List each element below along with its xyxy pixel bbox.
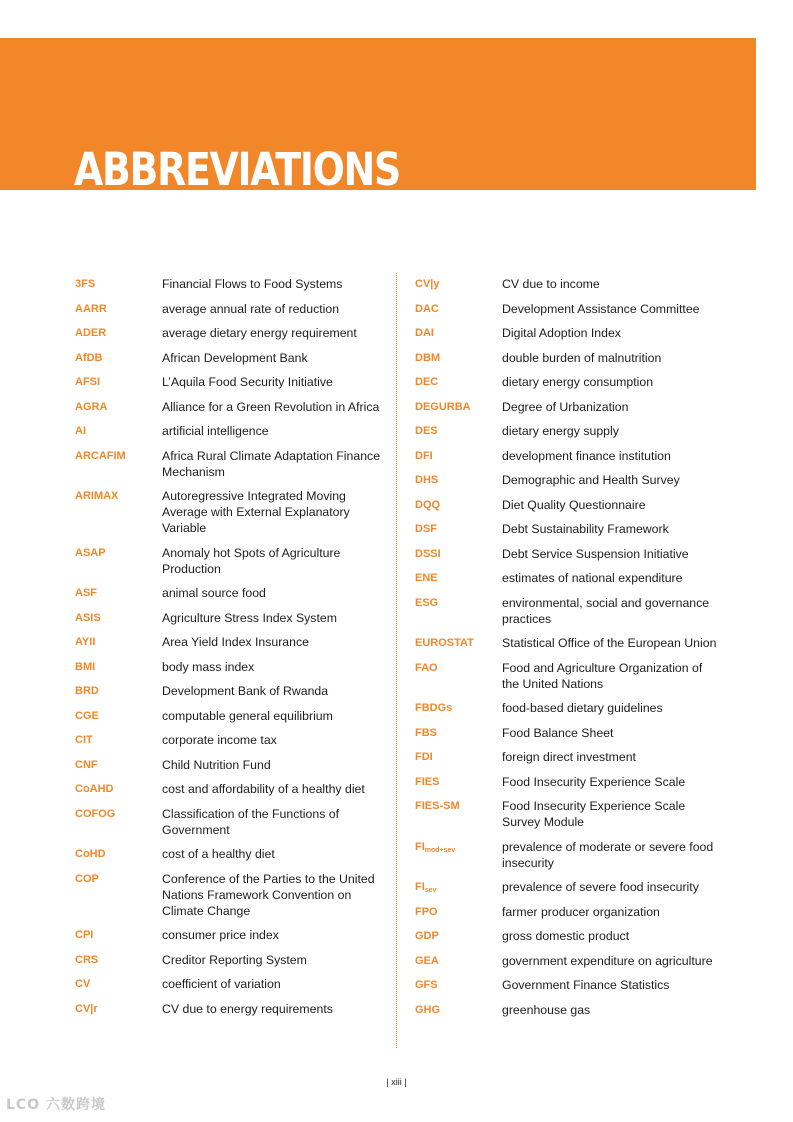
abbreviation-definition: food-based dietary guidelines — [502, 701, 663, 715]
abbreviation-entry — [75, 634, 385, 650]
abbreviation-entry — [75, 757, 385, 773]
abbreviation-definition: estimates of national expenditure — [502, 571, 683, 585]
abbreviation-term — [415, 423, 502, 439]
abbreviation-term — [415, 399, 502, 415]
abbreviation-text: DQQ — [415, 498, 441, 511]
abbreviation-definition: Conference of the Parties to the United Nations Framework Convention on Climate Change — [162, 871, 375, 918]
abbreviation-term — [415, 1002, 502, 1018]
abbreviation-definition: Creditor Reporting System — [162, 952, 307, 967]
abbreviation-definition: Debt Service Suspension Initiative — [502, 546, 689, 561]
abbreviation-entry — [75, 488, 385, 536]
abbreviation-subscript: mod+sev — [424, 846, 456, 854]
abbreviation-text: EUROSTAT — [415, 637, 474, 649]
abbreviation-entry — [415, 374, 720, 390]
abbreviation-term — [75, 545, 162, 577]
abbreviation-entry — [75, 927, 385, 943]
abbreviation-entry — [415, 928, 720, 944]
abbreviations-right-column — [415, 276, 720, 1026]
abbreviation-definition: gross domestic product — [502, 929, 630, 943]
abbreviation-entry — [75, 708, 385, 724]
abbreviation-text: CoHD — [75, 848, 106, 860]
abbreviation-term — [75, 659, 162, 675]
abbreviation-definition: Financial Flows to Food Systems — [162, 277, 343, 291]
abbreviation-term — [415, 977, 502, 993]
abbreviation-definition: Africa Rural Climate Adaptation Finance Mechanism — [162, 448, 381, 479]
abbreviation-text: CNF — [75, 758, 98, 771]
abbreviation-entry — [75, 448, 385, 480]
abbreviation-definition: Debt Sustainability Framework — [502, 522, 669, 536]
abbreviation-definition: corporate income tax — [162, 733, 277, 747]
abbreviation-text: DFI — [415, 449, 433, 462]
abbreviation-entry — [75, 976, 385, 992]
abbreviation-entry — [415, 725, 720, 741]
abbreviation-entry — [415, 798, 720, 830]
abbreviation-entry — [75, 952, 385, 968]
abbreviation-text: CV|y — [415, 278, 440, 290]
abbreviation-definition: cost of a healthy diet — [162, 847, 275, 861]
abbreviation-entry — [415, 595, 720, 627]
abbreviation-term — [415, 953, 502, 969]
abbreviation-entry — [75, 781, 385, 797]
abbreviation-text: CV — [75, 978, 91, 990]
abbreviation-entry — [415, 774, 720, 790]
abbreviation-entry — [75, 276, 385, 292]
abbreviation-text: ARIMAX — [75, 490, 119, 502]
abbreviation-definition: foreign direct investment — [502, 750, 636, 764]
abbreviation-text: FBDGs — [415, 702, 453, 714]
abbreviation-term — [75, 871, 162, 919]
abbreviation-entry — [75, 871, 385, 919]
abbreviation-definition: Food Insecurity Experience Scale Survey Module — [502, 799, 686, 829]
abbreviation-definition: Anomaly hot Spots of Agriculture Production — [162, 545, 341, 576]
abbreviation-term — [415, 904, 502, 920]
abbreviation-text: FI — [415, 840, 425, 853]
abbreviation-text: AfDB — [75, 351, 103, 364]
abbreviation-text: FDI — [415, 751, 433, 763]
abbreviation-subscript: sev — [424, 887, 437, 894]
abbreviation-definition: environmental, social and governance practices — [502, 595, 710, 626]
abbreviation-definition: Development Bank of Rwanda — [162, 684, 329, 698]
abbreviation-definition: average annual rate of reduction — [162, 301, 340, 316]
abbreviation-text: CV|r — [75, 1002, 98, 1015]
abbreviation-term — [75, 781, 162, 797]
abbreviation-term — [75, 610, 162, 626]
abbreviation-term — [415, 635, 502, 651]
abbreviation-entry — [75, 374, 385, 390]
watermark-logo-text: LCO — [6, 1097, 41, 1113]
abbreviation-definition: development finance institution — [502, 448, 671, 463]
abbreviation-definition: Food Insecurity Experience Scale — [502, 774, 686, 789]
abbreviation-entry — [415, 904, 720, 920]
abbreviation-text: DES — [415, 425, 438, 437]
abbreviation-term — [75, 448, 162, 480]
abbreviation-text: FIES — [415, 775, 440, 788]
abbreviation-entry — [415, 497, 720, 513]
abbreviation-definition: Government Finance Statistics — [502, 978, 670, 992]
abbreviation-text: GHG — [415, 1003, 441, 1016]
abbreviation-text: AGRA — [75, 400, 108, 413]
abbreviation-text: 3FS — [75, 278, 96, 290]
abbreviation-text: ARCAFIM — [75, 449, 126, 462]
abbreviation-text: COP — [75, 872, 99, 885]
abbreviation-definition: Statistical Office of the European Union — [502, 636, 717, 650]
watermark — [6, 1094, 106, 1114]
abbreviation-text: DEC — [415, 376, 439, 388]
abbreviation-term — [415, 521, 502, 537]
abbreviation-term — [415, 546, 502, 562]
abbreviation-entry — [75, 732, 385, 748]
abbreviation-term — [415, 928, 502, 944]
abbreviation-definition: dietary energy consumption — [502, 375, 654, 389]
abbreviation-text: DBM — [415, 351, 441, 364]
abbreviation-definition: double burden of malnutrition — [502, 350, 662, 365]
abbreviation-definition: government expenditure on agriculture — [502, 953, 713, 968]
abbreviation-definition: animal source food — [162, 586, 266, 600]
abbreviation-entry — [75, 846, 385, 862]
abbreviation-definition: CV due to energy requirements — [162, 1001, 333, 1016]
column-divider — [396, 273, 397, 1048]
abbreviation-text: FIES-SM — [415, 800, 460, 812]
abbreviation-term — [75, 976, 162, 992]
abbreviation-entry — [415, 879, 720, 895]
abbreviation-text: AFSI — [75, 376, 101, 388]
abbreviation-definition: Classification of the Functions of Government — [162, 806, 340, 837]
abbreviation-term — [415, 700, 502, 716]
abbreviation-definition: average dietary energy requirement — [162, 326, 357, 340]
abbreviation-text: AYII — [75, 636, 96, 648]
abbreviation-text: BRD — [75, 685, 99, 697]
abbreviation-definition: Development Assistance Committee — [502, 301, 700, 316]
abbreviation-term — [415, 325, 502, 341]
abbreviation-term — [415, 472, 502, 488]
watermark-text: 六数跨境 — [45, 1097, 106, 1113]
abbreviation-definition: Autoregressive Integrated Moving Average with External Explanatory Variable — [162, 489, 350, 535]
abbreviation-term — [415, 798, 502, 830]
abbreviation-text: DSSI — [415, 547, 441, 560]
abbreviation-entry — [415, 276, 720, 292]
abbreviation-definition: consumer price index — [162, 928, 279, 942]
abbreviation-text: CPI — [75, 929, 94, 941]
abbreviation-text: GFS — [415, 979, 438, 991]
abbreviation-entry — [415, 423, 720, 439]
abbreviation-text: FAO — [415, 661, 438, 674]
abbreviation-term — [415, 276, 502, 292]
abbreviation-text: FPO — [415, 905, 438, 918]
abbreviation-text: DEGURBA — [415, 400, 471, 413]
abbreviation-text: AI — [75, 425, 86, 437]
abbreviation-text: CGE — [75, 709, 99, 722]
abbreviation-entry — [75, 399, 385, 415]
abbreviation-entry — [75, 545, 385, 577]
abbreviation-entry — [415, 546, 720, 562]
abbreviation-definition: Digital Adoption Index — [502, 326, 621, 340]
abbreviation-definition: prevalence of severe food insecurity — [502, 880, 699, 894]
abbreviation-term — [75, 276, 162, 292]
abbreviation-entry — [75, 610, 385, 626]
abbreviation-entry — [415, 399, 720, 415]
abbreviation-text: DAC — [415, 302, 439, 315]
abbreviation-term — [415, 839, 502, 871]
abbreviation-term — [415, 595, 502, 627]
abbreviation-term — [75, 374, 162, 390]
abbreviation-term — [75, 683, 162, 699]
abbreviation-text: ASIS — [75, 611, 101, 624]
abbreviation-text: ADER — [75, 327, 107, 339]
abbreviation-definition: artificial intelligence — [162, 424, 269, 438]
abbreviation-term — [75, 846, 162, 862]
abbreviation-entry — [75, 423, 385, 439]
abbreviation-term — [415, 660, 502, 692]
abbreviation-text: ENE — [415, 572, 438, 584]
abbreviation-definition: Food Balance Sheet — [502, 725, 614, 740]
abbreviation-term — [75, 708, 162, 724]
abbreviation-entry — [75, 585, 385, 601]
abbreviation-text: GEA — [415, 954, 439, 967]
abbreviation-entry — [75, 350, 385, 366]
abbreviation-definition: greenhouse gas — [502, 1002, 591, 1017]
abbreviation-definition: Demographic and Health Survey — [502, 473, 680, 487]
abbreviation-entry — [415, 839, 720, 871]
abbreviation-term — [415, 774, 502, 790]
abbreviation-term — [75, 634, 162, 650]
abbreviation-text: FBS — [415, 726, 437, 739]
abbreviation-term — [75, 350, 162, 366]
abbreviation-definition: prevalence of moderate or severe food insecurity — [502, 839, 714, 870]
abbreviation-definition: Child Nutrition Fund — [162, 757, 271, 772]
abbreviation-text: BMI — [75, 660, 96, 673]
abbreviation-entry — [415, 301, 720, 317]
abbreviation-entry — [415, 521, 720, 537]
abbreviation-entry — [415, 325, 720, 341]
abbreviation-text: ASAP — [75, 546, 106, 559]
abbreviation-text: DSF — [415, 523, 437, 535]
abbreviation-definition: L’Aquila Food Security Initiative — [162, 375, 333, 389]
page-number: | xiii | — [386, 1077, 407, 1087]
abbreviations-left-column — [75, 276, 385, 1025]
abbreviation-term — [75, 1001, 162, 1017]
page-title: ABBREVIATIONS — [74, 143, 400, 190]
abbreviation-term — [415, 725, 502, 741]
abbreviation-entry — [415, 977, 720, 993]
abbreviation-term — [415, 570, 502, 586]
abbreviation-term — [75, 325, 162, 341]
abbreviation-entry — [75, 683, 385, 699]
abbreviation-definition: CV due to income — [502, 277, 600, 291]
abbreviation-definition: Degree of Urbanization — [502, 399, 629, 414]
abbreviation-text: ASF — [75, 587, 97, 599]
abbreviation-text: DAI — [415, 327, 434, 339]
abbreviation-entry — [415, 448, 720, 464]
abbreviation-term — [415, 879, 502, 895]
abbreviation-entry — [415, 749, 720, 765]
abbreviation-term — [415, 749, 502, 765]
abbreviation-entry — [415, 1002, 720, 1018]
abbreviation-term — [75, 806, 162, 838]
abbreviation-definition: Food and Agriculture Organization of the United Nations — [502, 660, 703, 691]
abbreviation-entry — [415, 570, 720, 586]
abbreviation-entry — [415, 472, 720, 488]
abbreviation-definition: computable general equilibrium — [162, 708, 333, 723]
abbreviation-text: CoAHD — [75, 783, 114, 795]
abbreviation-entry — [75, 659, 385, 675]
abbreviation-term — [75, 488, 162, 536]
abbreviation-entry — [415, 350, 720, 366]
abbreviation-term — [75, 952, 162, 968]
abbreviation-entry — [75, 1001, 385, 1017]
abbreviation-term — [415, 497, 502, 513]
abbreviation-term — [415, 301, 502, 317]
abbreviation-term — [75, 399, 162, 415]
abbreviation-definition: Alliance for a Green Revolution in Africa — [162, 399, 380, 414]
abbreviation-text: AARR — [75, 302, 107, 315]
abbreviation-term — [415, 350, 502, 366]
abbreviation-definition: African Development Bank — [162, 350, 308, 365]
abbreviation-definition: Area Yield Index Insurance — [162, 635, 309, 649]
abbreviation-definition: Agriculture Stress Index System — [162, 610, 337, 625]
abbreviation-text: ESG — [415, 596, 439, 609]
abbreviation-term — [415, 448, 502, 464]
abbreviation-term — [75, 927, 162, 943]
abbreviation-text: CRS — [75, 953, 99, 966]
abbreviation-text: GDP — [415, 930, 439, 942]
abbreviation-entry — [75, 301, 385, 317]
abbreviation-term — [415, 374, 502, 390]
abbreviation-text: CIT — [75, 734, 93, 746]
abbreviation-term — [75, 732, 162, 748]
abbreviation-term — [75, 757, 162, 773]
abbreviation-text: DHS — [415, 474, 439, 486]
abbreviation-entry — [415, 953, 720, 969]
abbreviation-entry — [415, 660, 720, 692]
abbreviation-entry — [415, 700, 720, 716]
abbreviation-term — [75, 423, 162, 439]
abbreviation-definition: body mass index — [162, 659, 255, 674]
abbreviation-definition: dietary energy supply — [502, 424, 619, 438]
abbreviation-entry — [75, 325, 385, 341]
abbreviation-term — [75, 585, 162, 601]
abbreviation-entry — [75, 806, 385, 838]
abbreviation-text: COFOG — [75, 807, 116, 820]
abbreviation-text: FI — [415, 881, 425, 893]
abbreviation-definition: farmer producer organization — [502, 904, 660, 919]
abbreviation-definition: Diet Quality Questionnaire — [502, 497, 646, 512]
abbreviation-term — [75, 301, 162, 317]
abbreviation-definition: coefficient of variation — [162, 977, 281, 991]
abbreviation-definition: cost and affordability of a healthy diet — [162, 782, 365, 796]
abbreviation-entry — [415, 635, 720, 651]
